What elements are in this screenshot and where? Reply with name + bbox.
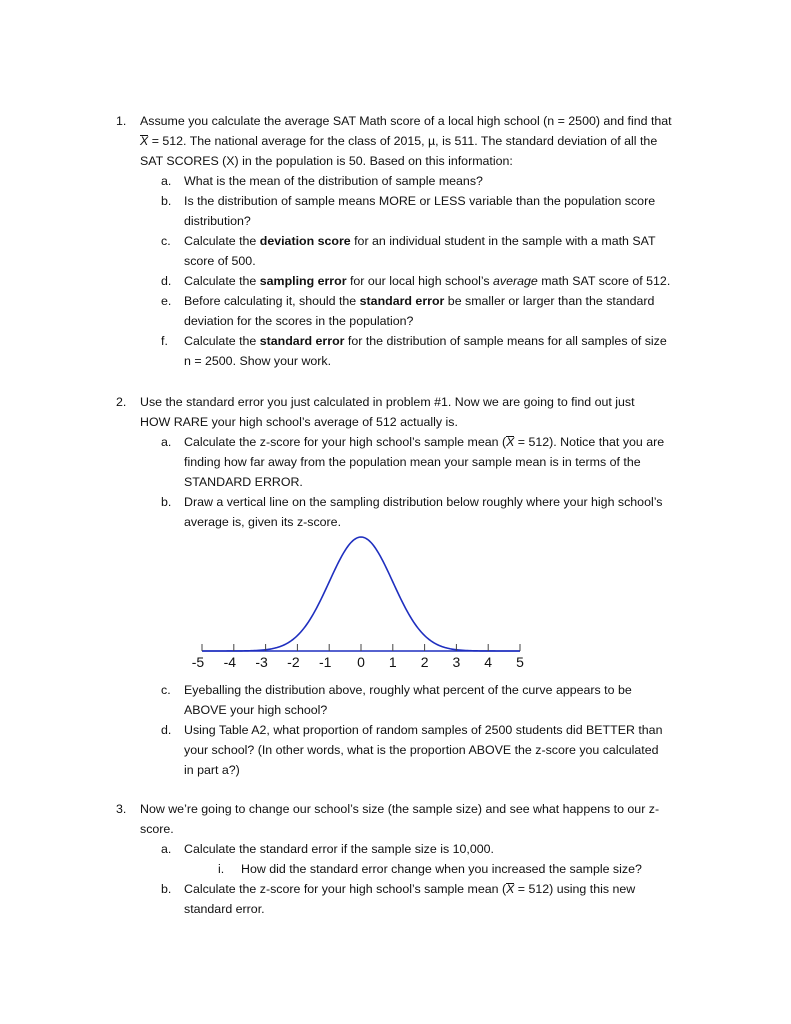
part-letter: c. xyxy=(161,683,171,697)
question-text: score. xyxy=(140,822,174,836)
x-tick-label: 0 xyxy=(357,654,365,670)
x-bar-symbol: X xyxy=(506,882,515,896)
x-tick-label: -1 xyxy=(318,654,332,670)
question-number: 2. xyxy=(116,395,127,409)
part-text: Calculate the z-score for your high school’s sample mean (X = 512) using this new xyxy=(184,882,636,896)
question-number: 3. xyxy=(116,802,127,816)
part-letter: i. xyxy=(218,862,225,876)
part-text: Draw a vertical line on the sampling distribution below roughly where your high school’s xyxy=(184,495,663,509)
question-text: Use the standard error you just calculated in problem #1. Now we are going to find out just xyxy=(140,395,635,409)
part-text: average is, given its z-score. xyxy=(184,515,342,529)
sampling-distribution-chart xyxy=(190,530,530,675)
question-text: Assume you calculate the average SAT Math score of a local high school (n = 2500) and find that xyxy=(140,114,672,128)
question-text: X = 512. The national average for the class of 2015, µ, is 511. The standard deviation of all the xyxy=(140,134,658,148)
question-text: HOW RARE your high school’s average of 512 actually is. xyxy=(140,415,458,429)
part-letter: c. xyxy=(161,234,171,248)
bold-term: standard error xyxy=(259,334,345,348)
part-letter: d. xyxy=(161,723,172,737)
part-text: Calculate the standard error for the distribution of sample means for all samples of size xyxy=(184,334,667,348)
part-text: finding how far away from the population mean your sample mean is in terms of the xyxy=(184,455,641,469)
part-text: score of 500. xyxy=(184,254,256,268)
question-text: Now we’re going to change our school’s size (the sample size) and see what happens to our z- xyxy=(140,802,660,816)
x-tick-label: 4 xyxy=(484,654,493,670)
italic-term: average xyxy=(493,274,538,288)
x-bar-symbol: X xyxy=(506,435,515,449)
part-text: Using Table A2, what proportion of random samples of 2500 students did BETTER than xyxy=(184,723,663,737)
part-letter: a. xyxy=(161,435,172,449)
x-tick-label: 1 xyxy=(388,654,397,670)
part-text: Is the distribution of sample means MORE or LESS variable than the population score xyxy=(184,194,656,208)
x-tick-label: -4 xyxy=(223,654,237,670)
part-text: in part a?) xyxy=(184,763,240,777)
question-text: SAT SCORES (X) in the population is 50. Based on this information: xyxy=(140,154,513,168)
part-text: deviation for the scores in the population? xyxy=(184,314,414,328)
question-number: 1. xyxy=(116,114,127,128)
x-tick-label: -5 xyxy=(191,654,205,670)
part-text: Calculate the standard error if the sample size is 10,000. xyxy=(184,842,494,856)
part-letter: d. xyxy=(161,274,172,288)
part-text: STANDARD ERROR. xyxy=(184,475,303,489)
part-text: Calculate the sampling error for our local high school’s average math SAT score of 512. xyxy=(184,274,671,288)
bold-term: standard error xyxy=(359,294,445,308)
x-tick-label: -3 xyxy=(255,654,268,670)
normal-curve xyxy=(202,537,520,651)
part-text: Eyeballing the distribution above, roughly what percent of the curve appears to be xyxy=(184,683,632,697)
part-letter: a. xyxy=(161,174,172,188)
bold-term: deviation score xyxy=(259,234,351,248)
part-text: ABOVE your high school? xyxy=(184,703,328,717)
part-letter: b. xyxy=(161,882,172,896)
part-letter: b. xyxy=(161,495,172,509)
part-text: Before calculating it, should the standard error be smaller or larger than the standard xyxy=(184,294,655,308)
part-text: standard error. xyxy=(184,902,265,916)
part-text: How did the standard error change when you increased the sample size? xyxy=(241,862,642,876)
part-text: Calculate the deviation score for an individual student in the sample with a math SAT xyxy=(184,234,656,248)
part-letter: e. xyxy=(161,294,172,308)
x-tick-label: 3 xyxy=(452,654,461,670)
part-text: What is the mean of the distribution of sample means? xyxy=(184,174,483,188)
x-tick-label: 5 xyxy=(516,654,524,670)
bold-term: sampling error xyxy=(259,274,347,288)
part-letter: a. xyxy=(161,842,172,856)
part-text: Calculate the z-score for your high school’s sample mean (X = 512). Notice that you are xyxy=(184,435,665,449)
part-letter: b. xyxy=(161,194,172,208)
part-text: distribution? xyxy=(184,214,251,228)
x-tick-label: -2 xyxy=(287,654,300,670)
x-tick-label: 2 xyxy=(420,654,429,670)
part-text: your school? (In other words, what is the proportion ABOVE the z-score you calculated xyxy=(184,743,659,757)
x-bar-symbol: X xyxy=(140,134,149,148)
part-text: n = 2500. Show your work. xyxy=(184,354,332,368)
part-letter: f. xyxy=(161,334,168,348)
